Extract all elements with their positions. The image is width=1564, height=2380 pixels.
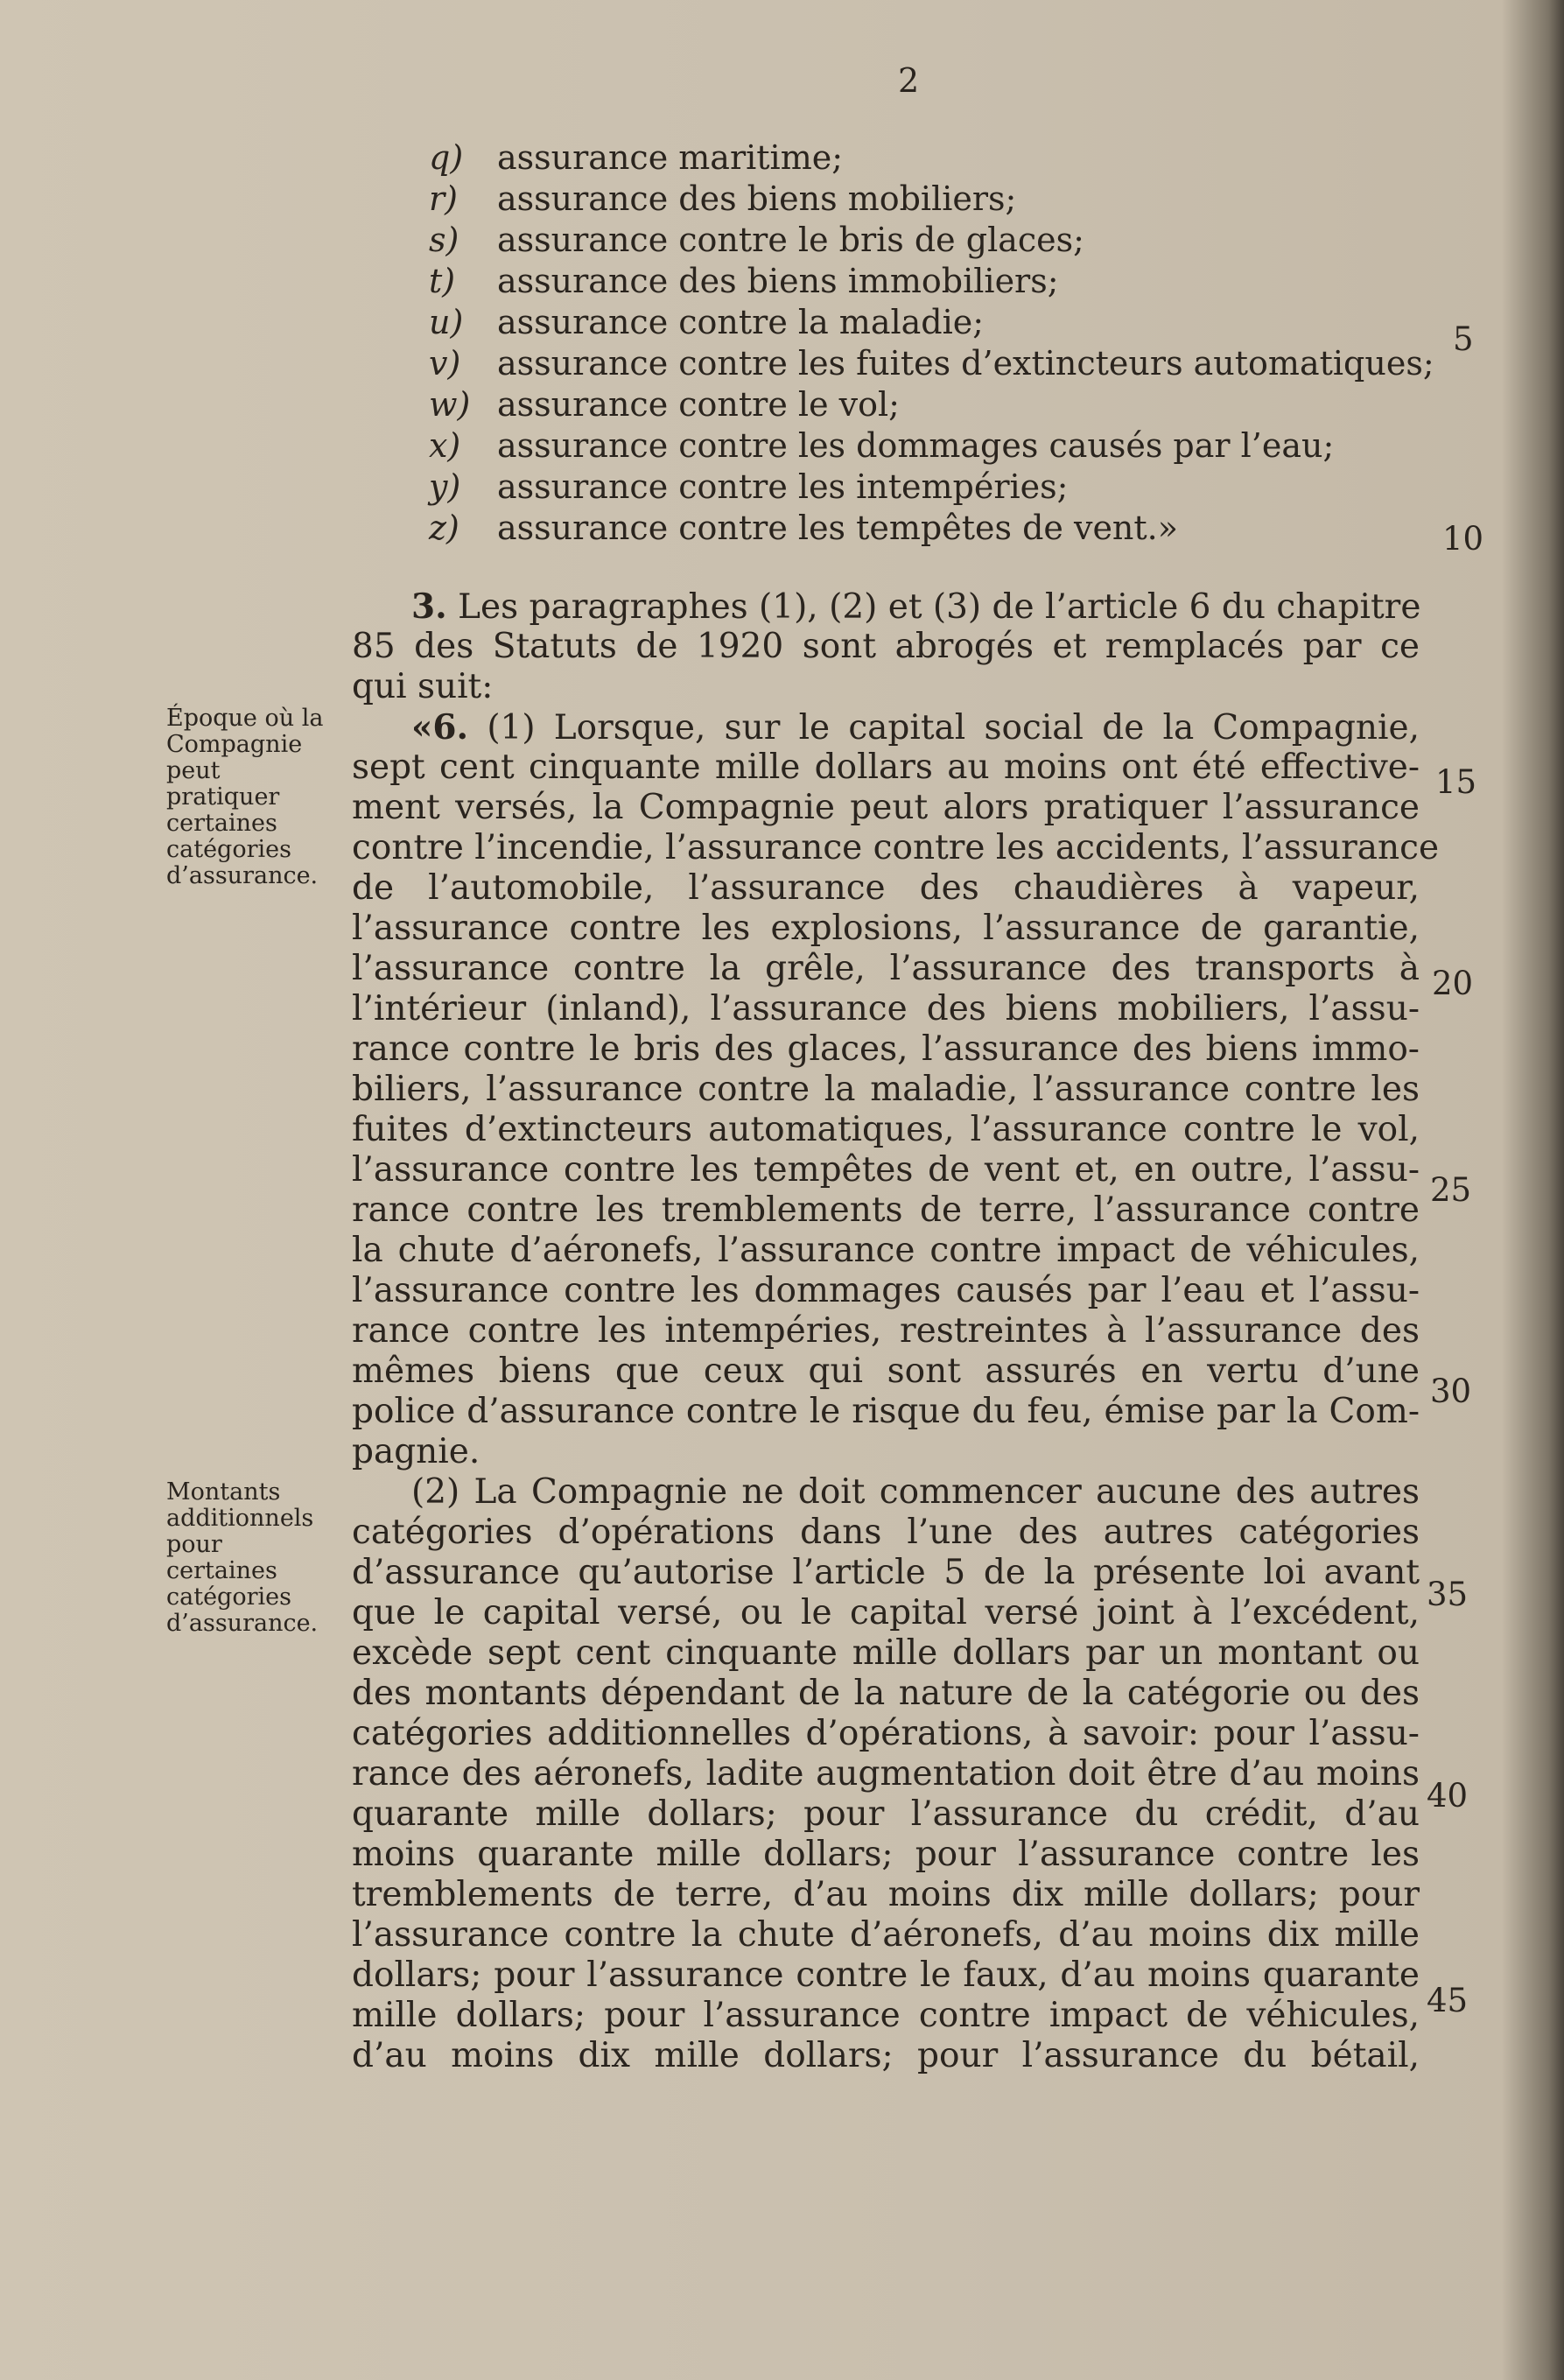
section-number: 3. bbox=[411, 586, 447, 627]
list-item: s) assurance contre le bris de glaces; bbox=[429, 221, 1084, 259]
text-line: d’assurance qu’autorise l’article 5 de la présente loi avant bbox=[352, 1553, 1420, 1592]
text-line: moins quarante mille dollars; pour l’assurance contre les bbox=[352, 1835, 1420, 1874]
text-line: catégories d’opérations dans l’une des autres catégories bbox=[352, 1513, 1420, 1552]
margin-note: Époque où la Compagnie peut pratiquer certaines catégories d’assurance. bbox=[166, 705, 324, 889]
text-line: excède sept cent cinquante mille dollars par un montant ou bbox=[352, 1633, 1420, 1673]
text-line: rance contre les tremblements de terre, l’assurance contre bbox=[352, 1190, 1420, 1230]
text-line: de l’automobile, l’assurance des chaudières à vapeur, bbox=[352, 868, 1420, 908]
text-line: mille dollars; pour l’assurance contre impact de véhicules, bbox=[352, 1996, 1420, 2035]
list-item: u) assurance contre la maladie; bbox=[429, 303, 985, 341]
text-line: sept cent cinquante mille dollars au moins ont été effective- bbox=[352, 748, 1420, 787]
list-item: w) assurance contre le vol; bbox=[429, 385, 900, 424]
list-item: z) assurance contre les tempêtes de vent.» bbox=[429, 509, 1178, 547]
list-item: y) assurance contre les intempéries; bbox=[429, 467, 1069, 506]
text-line: rance contre les intempéries, restreintes à l’assurance des bbox=[352, 1311, 1420, 1351]
line-number: 5 bbox=[1453, 320, 1474, 358]
text-line: «6. (1) Lorsque, sur le capital social de la Compagnie, bbox=[411, 707, 1420, 748]
line-number: 35 bbox=[1427, 1576, 1469, 1613]
text-line: la chute d’aéronefs, l’assurance contre impact de véhicules, bbox=[352, 1231, 1420, 1270]
text-line: rance contre le bris des glaces, l’assurance des biens immo- bbox=[352, 1029, 1420, 1069]
line-number: 25 bbox=[1430, 1171, 1472, 1209]
text-line: des montants dépendant de la nature de la catégorie ou des bbox=[352, 1674, 1420, 1713]
text-line: tremblements de terre, d’au moins dix mille dollars; pour bbox=[352, 1875, 1420, 1914]
margin-note: Montants additionnels pour certaines catégories d’assurance. bbox=[166, 1478, 319, 1637]
text-line: mêmes biens que ceux qui sont assurés en vertu d’une bbox=[352, 1351, 1420, 1391]
line-number: 20 bbox=[1432, 965, 1474, 1002]
text-line: biliers, l’assurance contre la maladie, l’assurance contre les bbox=[352, 1070, 1420, 1109]
insurance-list bbox=[429, 138, 1479, 550]
text-line: contre l’incendie, l’assurance contre les accidents, l’assurance bbox=[352, 828, 1440, 867]
text-line: fuites d’extincteurs automatiques, l’assurance contre le vol, bbox=[352, 1110, 1420, 1149]
text-line: l’assurance contre la chute d’aéronefs, d’au moins dix mille bbox=[352, 1915, 1420, 1955]
list-item: v) assurance contre les fuites d’extincteurs automatiques; bbox=[429, 344, 1434, 383]
text-line: l’assurance contre les explosions, l’assurance de garantie, bbox=[352, 909, 1420, 948]
text-line: l’assurance contre les dommages causés par l’eau et l’assu- bbox=[352, 1271, 1420, 1310]
text-line: 3. Les paragraphes (1), (2) et (3) de l’article 6 du chapitre bbox=[411, 586, 1421, 627]
text-line: catégories additionnelles d’opérations, à savoir: pour l’assu- bbox=[352, 1714, 1420, 1753]
text-line: dollars; pour l’assurance contre le faux, d’au moins quarante bbox=[352, 1955, 1420, 1995]
text-line: qui suit: bbox=[352, 667, 494, 706]
text-line: 85 des Statuts de 1920 sont abrogés et remplacés par ce bbox=[352, 627, 1420, 666]
list-item: x) assurance contre les dommages causés par l’eau; bbox=[429, 426, 1335, 465]
text-line: d’au moins dix mille dollars; pour l’assurance du bétail, bbox=[352, 2036, 1420, 2075]
list-item: t) assurance des biens immobiliers; bbox=[429, 262, 1059, 300]
text-line: rance des aéronefs, ladite augmentation doit être d’au moins bbox=[352, 1754, 1420, 1794]
text-line: pagnie. bbox=[352, 1432, 480, 1471]
line-number: 15 bbox=[1435, 763, 1477, 801]
text-line: l’assurance contre la grêle, l’assurance des transports à bbox=[352, 949, 1420, 988]
text-line: l’assurance contre les tempêtes de vent et, en outre, l’assu- bbox=[352, 1150, 1420, 1190]
list-item: r) assurance des biens mobiliers; bbox=[429, 179, 1017, 218]
line-number: 10 bbox=[1442, 520, 1484, 558]
text-line: que le capital versé, ou le capital versé joint à l’excédent, bbox=[352, 1593, 1420, 1632]
line-number: 45 bbox=[1427, 1982, 1469, 2019]
text-line: l’intérieur (inland), l’assurance des biens mobiliers, l’assu- bbox=[352, 989, 1420, 1029]
list-item: q) assurance maritime; bbox=[429, 138, 844, 177]
text-line: (2) La Compagnie ne doit commencer aucune des autres bbox=[411, 1472, 1420, 1512]
text-line: police d’assurance contre le risque du feu, émise par la Com- bbox=[352, 1392, 1420, 1431]
line-number: 30 bbox=[1430, 1373, 1472, 1410]
article-number: «6. bbox=[411, 707, 469, 748]
text-line: ment versés, la Compagnie peut alors pratiquer l’assurance bbox=[352, 788, 1420, 827]
line-number: 40 bbox=[1427, 1777, 1469, 1815]
text-line: quarante mille dollars; pour l’assurance du crédit, d’au bbox=[352, 1794, 1420, 1834]
page-number: 2 bbox=[898, 61, 920, 100]
body-text bbox=[352, 586, 1440, 2076]
